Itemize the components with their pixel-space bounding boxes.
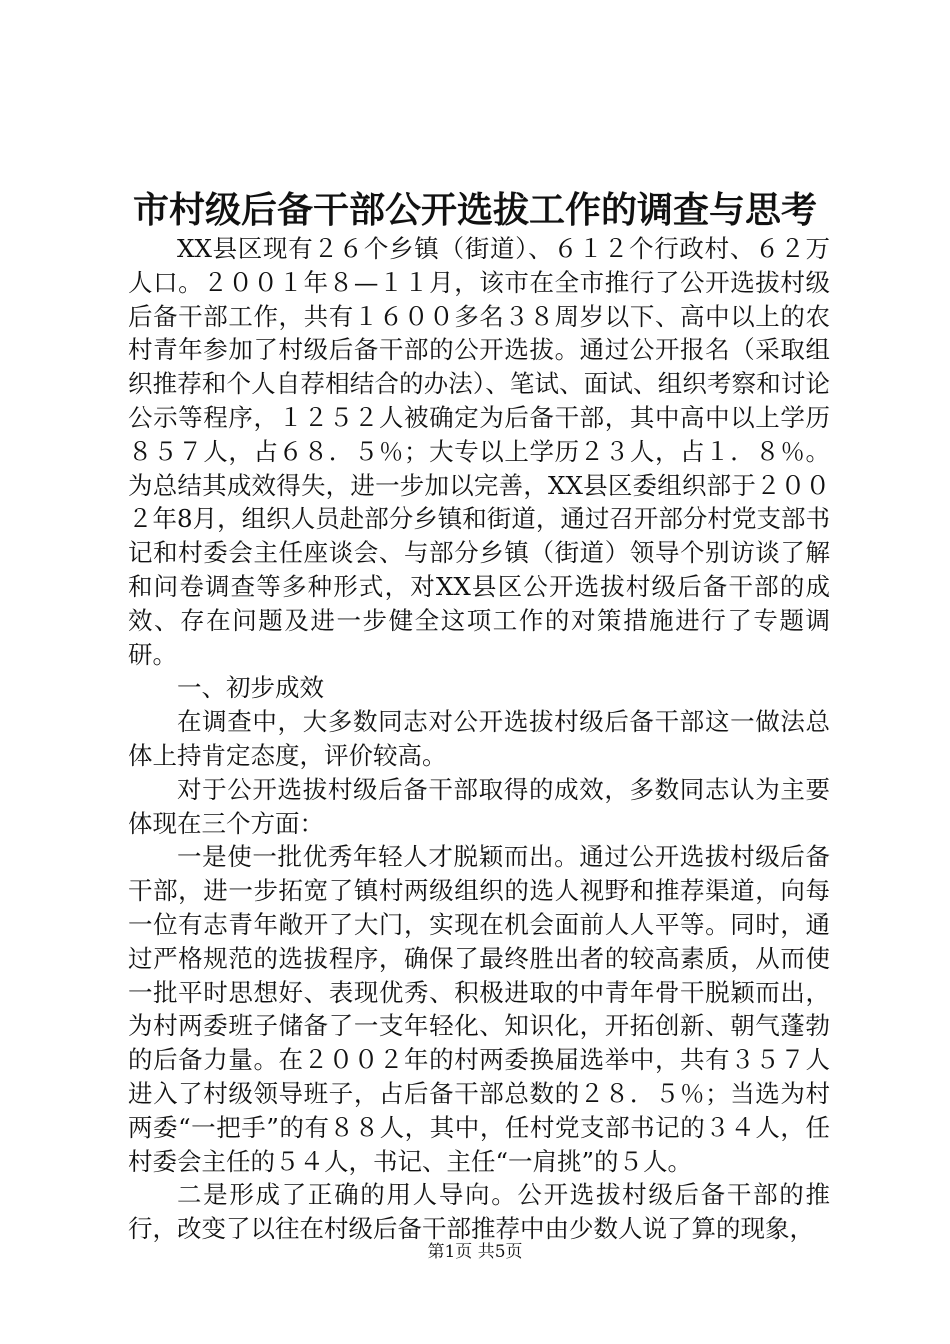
section-heading: 一、初步成效	[177, 673, 324, 703]
page-footer: 第1页 共5页	[427, 1242, 523, 1262]
paragraph-intro: XX县区现有２６个乡镇（街道）、６１２个行政村、６２万人口。２００１年８—１１月，该市在全市推行了公开选拔村级后备干部工作，共有１６００多名３８周岁以下、高中以上的农村青年参加了村级后备干部的公开选拔。通过公开报名（采取组织推荐和个人自荐相结合的办法）、笔试、面试、组织考察和讨论公示等程序，１２５２人被确定为后备干部，其中高中以上学历８５７人，占６８．５％；大专以上学历２３人，占１．８％。为总结其成效得失，进一步加以完善，XX县区委组织部于２００２年8月，组织人员赴部分乡镇和街道，通过召开部分村党支部书记和村委会主任座谈会、与部分乡镇（街道）领导个别访谈了解和问卷调查等多种形式，对XX县区公开选拔村级后备干部的成效、存在问题及进一步健全这项工作的对策措施进行了专题调研。	[128, 234, 830, 669]
paragraph: 一是使一批优秀年轻人才脱颖而出。通过公开选拔村级后备干部，进一步拓宽了镇村两级组织的选人视野和推荐渠道，向每一位有志青年敞开了大门，实现在机会面前人人平等。同时，通过严格规范的选拔程序，确保了最终胜出者的较高素质，从而使一批平时思想好、表现优秀、积极进取的中青年骨干脱颖而出，为村两委班子储备了一支年轻化、知识化，开拓创新、朝气蓬勃的后备力量。在２００２年的村两委换届选举中，共有３５７人进入了村级领导班子，占后备干部总数的２８．５％；当选为村两委“一把手”的有８８人，其中，任村党支部书记的３４人，任村委会主任的５４人，书记、主任“一肩挑”的５人。	[128, 842, 830, 1176]
paragraph: 二是形成了正确的用人导向。公开选拔村级后备干部的推行，改变了以往在村级后备干部推荐中由少数人说了算的现象，	[128, 1180, 830, 1244]
document-title: 市村级后备干部公开选拔工作的调查与思考	[132, 189, 817, 231]
document-body	[128, 232, 830, 1246]
paragraph: 在调查中，大多数同志对公开选拔村级后备干部这一做法总体上持肯定态度，评价较高。	[128, 707, 830, 770]
paragraph: 对于公开选拔村级后备干部取得的成效，多数同志认为主要体现在三个方面：	[128, 774, 830, 838]
